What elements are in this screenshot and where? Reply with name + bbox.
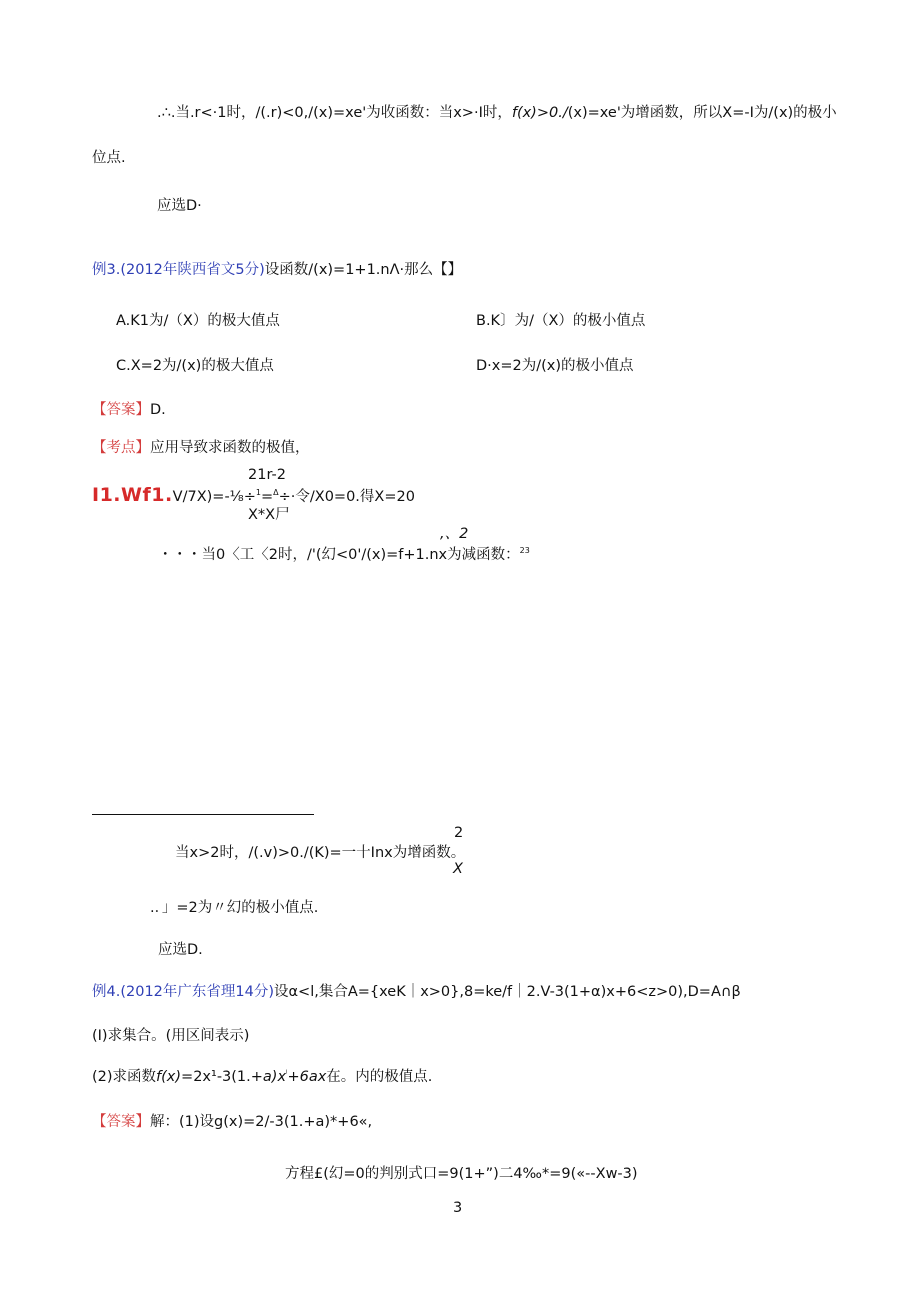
point-text: 应用导致求函数的极值， [150,440,310,456]
text-line: .∴.当.r<·1时，/(.r)<0,/(x)=xe'为收函数：当x>·I时，f(x)>0./(x)=xe'为增函数，所以X=-I为/(x)的极小 [157,105,837,121]
example-heading [92,262,462,279]
option-a: A.K1为/（X）的极大值点 [116,313,280,329]
solution-tag: I1.Wf1. [92,484,173,506]
point-line [92,440,310,457]
text-line: ・・・当0〈工〈2时，/'(幻<0'/(x)=f+1.nx为减函数：$^{23}$ [158,546,530,563]
option-b: B.K〕为/（X）的极小值点 [476,313,646,329]
question-part-2: (2)求函数$f(x)=2x^1-3(1.+a)x^ʲ+6ax$在。内的极值点. [92,1068,433,1085]
example-question: 设α<l,集合A={xeK｜x>0},8=ke∕f｜2.V-3(1+α)x+6<z>0) [274,984,684,1000]
option-c: C.X=2为/(x)的极大值点 [116,358,274,374]
answer-line [92,1114,372,1131]
answer-tag: 【答案】 [92,402,150,418]
example-label: 例4.(2012年广东省理14分) [92,984,274,1000]
footnote-divider [92,814,314,815]
example-heading: 例4.(2012年广东省理14分)设α<l,集合A={xeK｜x>0},8=ke∕f｜2.V-3(1+α)x+6<z>0),D=A∩β [92,984,741,1000]
formula-top: 21r-2 [248,467,286,483]
text-line: 应选D· [157,198,202,214]
point-tag: 【考点】 [92,440,150,456]
text-line: 位点. [92,150,126,166]
solution-line: I1.Wf1.V/7X)=-⅛÷$^1$=$^\Delta$÷·令/X0=0.得X=20 [92,484,415,506]
answer-text: D. [150,402,166,418]
text-line: 当x>2时，/(.v)>0./(K)=一十Inx为增函数。 [175,845,466,861]
fraction-top: ,、2 [440,526,469,542]
formula-bottom: X*X尸 [248,507,290,523]
example-label: 例3.(2012年陕西省文5分) [92,262,265,278]
text-line: .．」=2为〃幻的极小值点. [150,900,319,916]
example-question: 设函数/(x)=1+1.nΛ·那么【】 [264,262,463,278]
equation-line: 方程£(幻=0的判别式口=9(1+”)二4‰*=9(«--Xw-3) [285,1166,638,1182]
question-part-1: (I)求集合。(用区间表示) [92,1028,250,1044]
answer-line [92,402,166,419]
text-line: 应选D. [158,942,203,958]
page-number: 3 [453,1200,463,1216]
option-d: D·x=2为/(x)的极小值点 [476,358,634,374]
fraction-denominator: X [453,861,463,877]
answer-text: 解：(1)设g(x)=2/-3(1.+a)*+6«, [150,1114,373,1130]
fraction-numerator: 2 [454,825,464,841]
answer-tag: 【答案】 [92,1114,150,1130]
